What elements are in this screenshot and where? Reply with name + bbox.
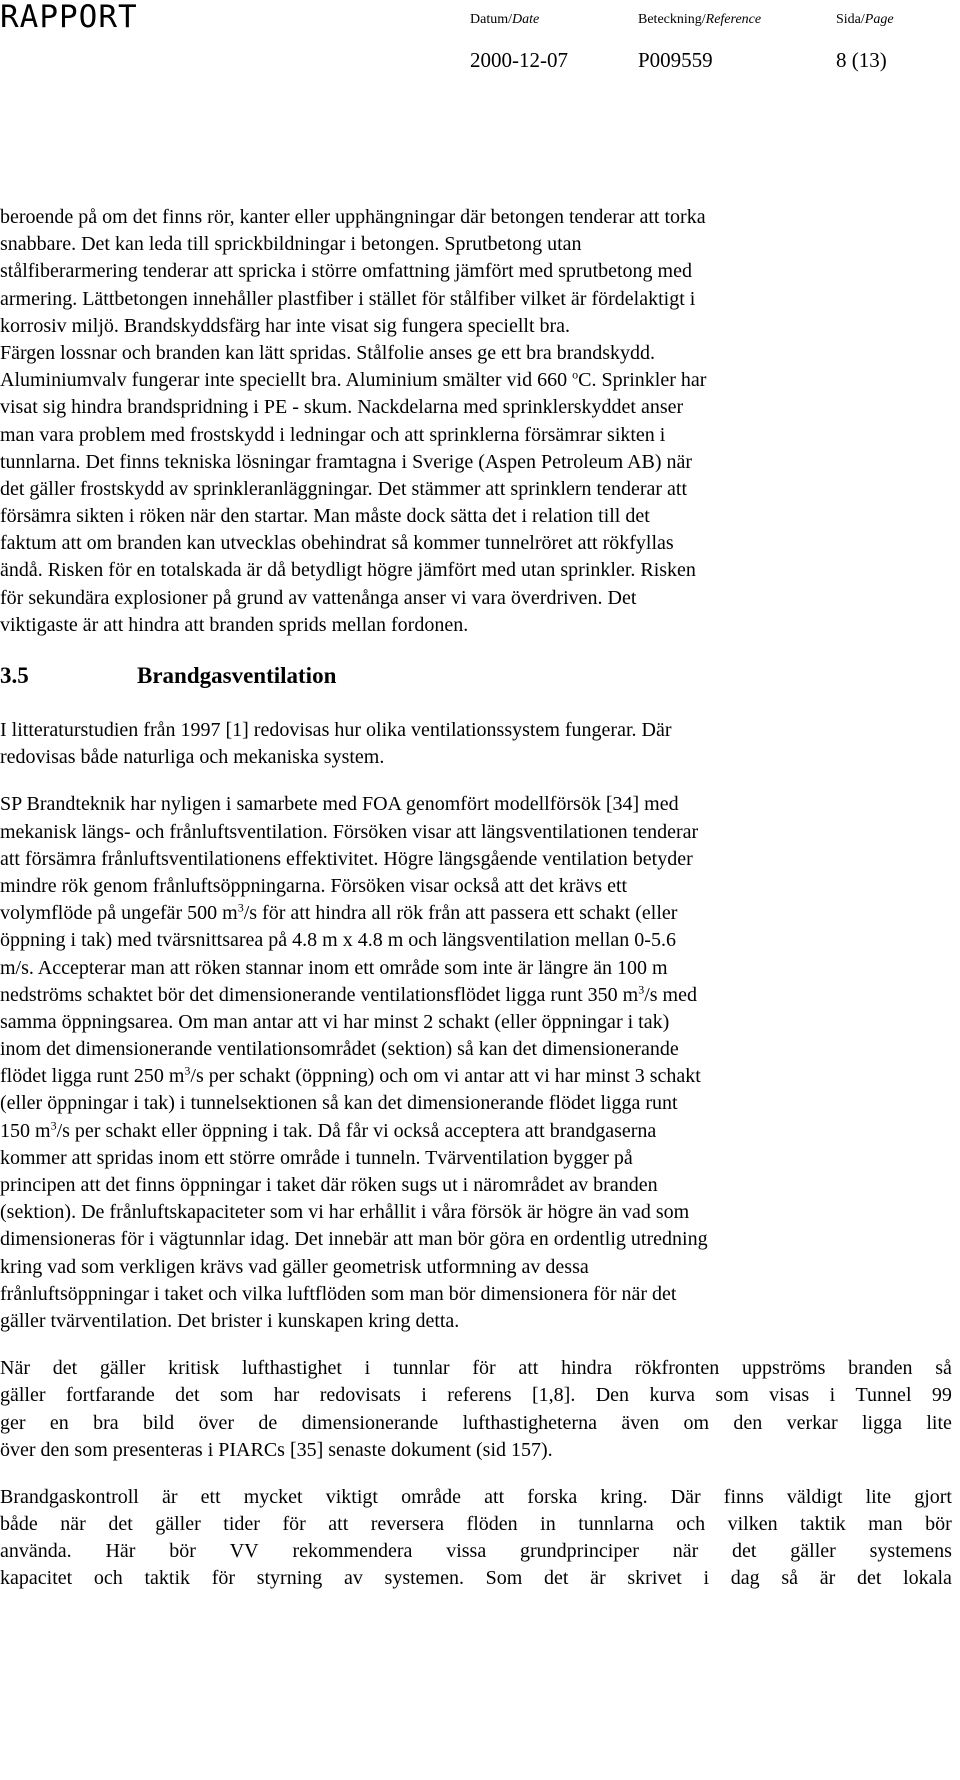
text-line: samma öppningsarea. Om man antar att vi har minst 2 schakt (eller öppningar i tak) [0,1010,670,1033]
text-line: volymflöde på ungefär 500 $m^3/s$ för att hindra all rök från att passera ett schakt (eller [0,900,678,925]
text-line: stålfiberarmering tenderar att spricka i större omfattning jämfört med sprutbetong med [0,260,692,283]
text-line: tunnlarna. Det finns tekniska lösningar framtagna i Sverige (Aspen Petroleum AB) när [0,450,693,473]
text-line: I litteraturstudien från 1997 [1] redovisas hur olika ventilationssystem fungerar. Där [0,719,672,741]
text-line: frånluftsöppningar i taket och vilka luftflöden som man bör dimensionera för när det [0,1282,677,1305]
text-line: ändå. Risken för en totalskada är då betydligt högre jämfört med utan sprinkler. Risken [0,559,696,582]
paragraph-literature-study [0,717,952,771]
text-line: visat sig hindra brandspridning i PE - skum. Nackdelarna med sprinklerskyddet anser [0,396,684,419]
text-line: Aluminiumvalv fungerar inte speciellt bra. Aluminium smälter vid 660 $^o$C. Sprinkler har [0,367,707,392]
text-line: principen att det finns öppningar i taket där röken sugs ut i närområdet av branden [0,1174,658,1196]
text-line: både när det gäller tider för att reversera flöden in tunnlarna och vilken taktik man bör [0,1513,952,1536]
text-line: kring vad som verkligen krävs vad gäller geometrisk utformning av dessa [0,1255,589,1278]
text-line: Färgen lossnar och branden kan lätt spridas. Stålfolie anses ge ett bra brandskydd. [0,341,656,364]
header-reference [638,12,761,72]
paragraph-model-tests [0,791,952,1335]
text-line: faktum att om branden kan utvecklas obehindrat så kommer tunnelröret att rökfyllas [0,532,674,555]
text-line: man vara problem med frostskydd i ledningar och att sprinklerna försämrar sikten i [0,423,666,446]
page-label: Sida/Page [836,12,894,27]
document-type-title: RAPPORT [0,0,138,35]
text-line: försämra sikten i röken när den startar. Man måste dock sätta det i relation till det [0,505,650,528]
text-line: öppning i tak) med tvärsnittsarea på 4.8 m x 4.8 m och längsventilation mellan 0-5.6 [0,929,676,952]
text-line: kapacitet och taktik för styrning av systemen. Som det är skrivet i dag så är det lokala [0,1567,952,1590]
date-value: 2000-12-07 [470,48,568,72]
text-line: gäller tvärventilation. Det brister i kunskapen kring detta. [0,1309,460,1332]
text-line: ger en bra bild över de dimensionerande lufthastigheterna även om den verkar ligga lite [0,1411,952,1434]
text-line: armering. Lättbetongen innehåller plastfiber i stället för stålfiber vilket är fördelaktigt i [0,287,696,310]
text-line: Brandgaskontroll är ett mycket viktigt område att forska kring. Där finns väldigt lite gjort [0,1485,952,1508]
header-page [836,12,894,72]
paragraph-sprinkler-protection [0,204,952,639]
date-label: Datum/Date [470,12,540,27]
text-line: (sektion). De frånluftskapaciteter som vi har erhållit i våra försök är högre än vad som [0,1201,690,1224]
text-line: viktigaste är att hindra att branden sprids mellan fordonen. [0,613,469,636]
text-line: inom det dimensionerande ventilationsområdet (sektion) så kan det dimensionerande [0,1038,679,1061]
text-line: för sekundära explosioner på grund av vattenånga anser vi vara överdriven. Det [0,586,637,609]
text-line: nedströms schaktet bör det dimensionerande ventilationsflödet ligga runt 350 $m^3/s$ med [0,982,697,1006]
paragraph-critical-velocity [0,1355,952,1464]
section-heading [0,661,952,691]
text-line: gäller fortfarande det som har redovisats i referens [1,8]. Den kurva som visas i Tunnel 99 [0,1384,952,1407]
reference-value: P009559 [638,48,713,72]
text-line: dimensioneras för i vägtunnlar idag. Det innebär att man bör göra en ordentlig utredning [0,1228,708,1251]
text-line: att försämra frånluftsventilationens effektivitet. Högre längsgående ventilation betyder [0,847,693,870]
text-line: (eller öppningar i tak) i tunnelsektionen så kan det dimensionerande flödet ligga runt [0,1092,678,1115]
header-date [470,12,568,72]
text-line: använda. Här bör VV rekommendera vissa grundprinciper när det gäller systemens [0,1540,952,1563]
text-line: m/s. Accepterar man att röken stannar inom ett område som inte är längre än 100 m [0,956,668,979]
reference-label: Beteckning/Reference [638,12,762,27]
section-number: 3.5 [0,663,29,688]
page-body [0,204,952,1593]
text-line: snabbare. Det kan leda till sprickbildningar i betongen. Sprutbetong utan [0,233,582,256]
section-title: Brandgasventilation [137,663,337,688]
text-line: flödet ligga runt 250 $m^3/s$ per schakt (öppning) och om vi antar att vi har minst 3 schakt [0,1063,701,1088]
text-line: det gäller frostskydd av sprinkleranläggningar. Det stämmer att sprinklern tenderar att [0,477,688,500]
text-line: SP Brandteknik har nyligen i samarbete med FOA genomfört modellförsök [34] med [0,793,679,816]
page-number: 8 (13) [836,48,887,72]
text-line: korrosiv miljö. Brandskyddsfärg har inte visat sig fungera speciellt bra. [0,314,571,337]
text-line: beroende på om det finns rör, kanter eller upphängningar där betongen tenderar att torka [0,206,706,228]
paragraph-smoke-control [0,1484,952,1593]
text-line: över den som presenteras i PIARCs [35] senaste dokument (sid 157). [0,1438,553,1461]
text-line: 150 $m^3/s$ per schakt eller öppning i tak. Då får vi också acceptera att brandgaserna [0,1117,657,1142]
page-header [0,0,960,70]
text-line: När det gäller kritisk lufthastighet i tunnlar för att hindra rökfronten uppströms branden så [0,1357,952,1380]
text-line: redovisas både naturliga och mekaniska system. [0,746,385,769]
text-line: kommer att spridas inom ett större område i tunneln. Tvärventilation bygger på [0,1146,633,1169]
text-line: mindre rök genom frånluftsöppningarna. Försöken visar också att det krävs ett [0,874,628,897]
text-line: mekanisk längs- och frånluftsventilation. Försöken visar att längsventilationen tenderar [0,820,699,843]
